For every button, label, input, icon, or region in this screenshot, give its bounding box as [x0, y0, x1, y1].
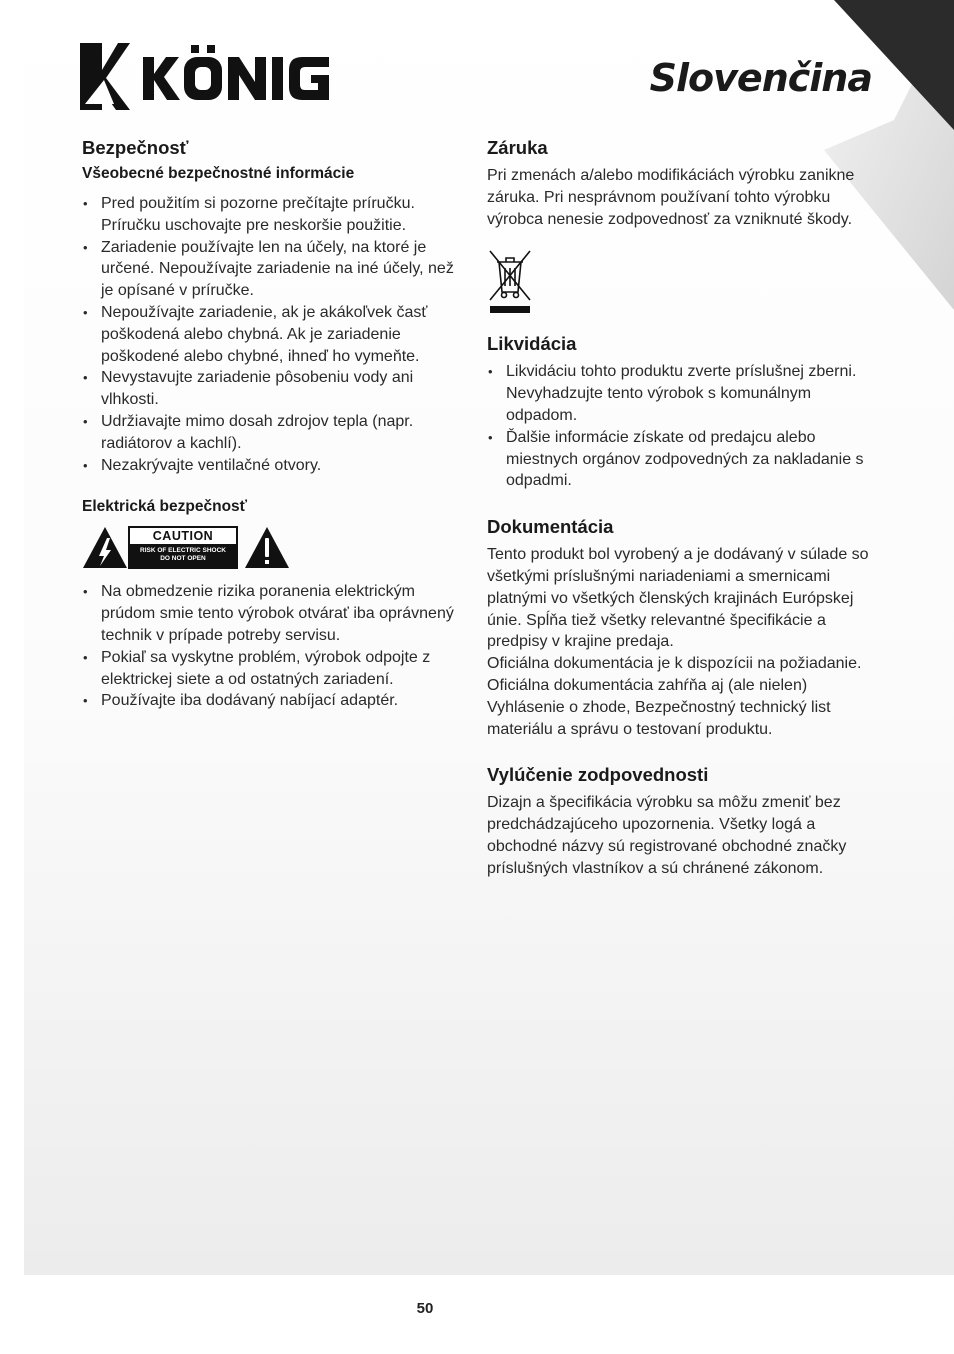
documentation-heading: Dokumentácia	[487, 516, 614, 538]
disclaimer-text: Dizajn a špecifikácia výrobku sa môžu zmeniť bez predchádzajúceho upozornenia. Všetky logá a obchodné názvy sú registrované obchodné značky príslušných vlastníkov a sú chránené zákonom.	[487, 794, 847, 877]
documentation-text-1: Tento produkt bol vyrobený a je dodávaný v súlade so všetkými príslušnými nariadeniami a smernicami platnými vo všetkých členských krajinách Európskej únie. Spĺňa tiež všetky relevantné špecifikácie a predpisy v krajine predaja.	[487, 546, 869, 651]
disclaimer-heading: Vylúčenie zodpovednosti	[487, 764, 709, 786]
list-item: • Nezakrývajte ventilačné otvory.	[82, 455, 454, 477]
exclamation-warning-icon	[244, 526, 290, 569]
warranty-text: Pri zmenách a/alebo modifikáciách výrobku zanikne záruka. Pri nesprávnom používaní tohto výrobku výrobca nenesie zodpovednosť za vzniknuté škody.	[487, 167, 855, 228]
left-column	[82, 137, 454, 712]
safety-heading: Bezpečnosť	[82, 137, 189, 158]
electrical-safety-heading: Elektrická bezpečnosť	[82, 498, 248, 516]
konig-logo	[80, 40, 334, 119]
list-item: • Udržiavajte mimo dosah zdrojov tepla (napr. radiátorov a kachlí).	[82, 411, 454, 455]
disposal-list	[487, 361, 877, 492]
list-item: • Používajte iba dodávaný nabíjací adaptér.	[82, 690, 454, 712]
caution-subtext	[140, 547, 226, 563]
electrical-safety-list	[82, 581, 454, 712]
right-column	[487, 137, 877, 880]
list-item: • Nevystavujte zariadenie pôsobeniu vody ani vlhkosti.	[82, 367, 454, 411]
list-item: • Pokiaľ sa vyskytne problém, výrobok odpojte z elektrickej siete a od ostatných zariadení.	[82, 647, 454, 691]
caution-subtext-line-2: DO NOT OPEN	[160, 555, 206, 563]
warranty-heading: Záruka	[487, 137, 548, 158]
caution-banner	[82, 526, 454, 569]
list-item: • Likvidáciu tohto produktu zverte príslušnej zberni. Nevyhadzujte tento výrobok s komunálnym odpadom.	[487, 361, 877, 426]
weee-crossed-bin-icon	[487, 248, 877, 319]
list-item: • Ďalšie informácie získate od predajcu alebo miestnych orgánov zodpovedných za nakladanie s odpadmi.	[487, 427, 877, 492]
electric-shock-warning-icon	[82, 526, 128, 569]
list-item: • Pred použitím si pozorne prečítajte príručku. Príručku uschovajte pre neskoršie použitie.	[82, 193, 454, 237]
caution-label	[128, 526, 238, 569]
documentation-text-2: Oficiálna dokumentácia je k dispozícii na požiadanie. Oficiálna dokumentácia zahŕňa aj (ale nielen) Vyhlásenie o zhode, Bezpečnostný technický list materiálu a správu o testovaní produktu.	[487, 655, 862, 738]
general-safety-heading: Všeobecné bezpečnostné informácie	[82, 165, 355, 182]
general-safety-list	[82, 193, 454, 476]
list-item: • Nepoužívajte zariadenie, ak je akákoľvek časť poškodená alebo chybná. Ak je zariadenie poškodené alebo chybné, ihneď ho vymeňte.	[82, 302, 454, 367]
disposal-heading: Likvidácia	[487, 333, 577, 355]
caution-title: CAUTION	[130, 528, 236, 544]
caution-subtext-line-1: RISK OF ELECTRIC SHOCK	[140, 547, 226, 555]
page-number: 50	[416, 1300, 434, 1317]
list-item: • Zariadenie používajte len na účely, na ktoré je určené. Nepoužívajte zariadenie na iné účely, než je opísané v príručke.	[82, 237, 454, 302]
language-title: Slovenčina	[649, 56, 872, 100]
list-item: • Na obmedzenie rizika poranenia elektrickým prúdom smie tento výrobok otvárať iba oprávnený technik v prípade potreby servisu.	[82, 581, 454, 646]
